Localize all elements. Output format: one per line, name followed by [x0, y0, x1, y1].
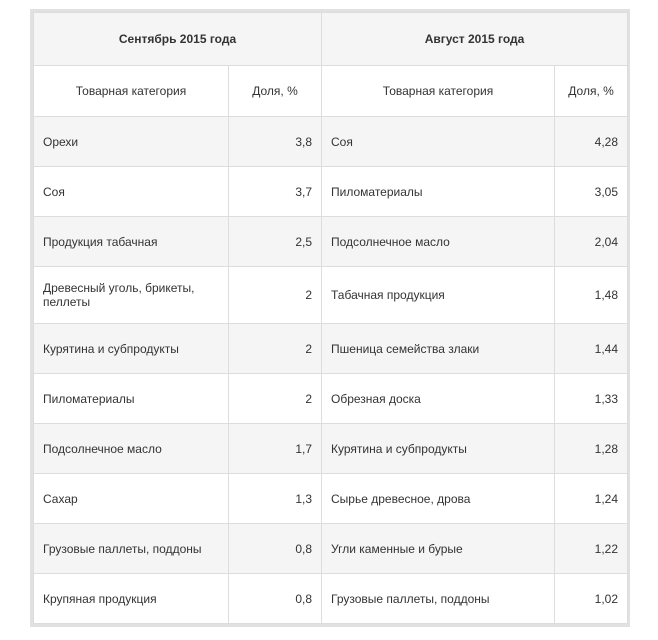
period-header-september: Сентябрь 2015 года: [34, 13, 322, 66]
left-share-cell: 2,5: [229, 217, 322, 267]
comparison-table: [33, 12, 628, 624]
right-share-cell: 2,04: [555, 217, 628, 267]
column-header-category-right: Товарная категория: [322, 66, 555, 117]
period-header-august: Август 2015 года: [322, 13, 628, 66]
column-header-share-left: Доля, %: [229, 66, 322, 117]
left-share-cell: 1,3: [229, 474, 322, 524]
right-share-cell: 3,05: [555, 167, 628, 217]
table-row: [34, 324, 628, 374]
right-category-cell: Угли каменные и бурые: [322, 524, 555, 574]
left-category-cell: Курятина и субпродукты: [34, 324, 229, 374]
left-share-cell: 2: [229, 267, 322, 324]
right-category-cell: Сырье древесное, дрова: [322, 474, 555, 524]
period-header-row: [34, 13, 628, 66]
left-category-cell: Сахар: [34, 474, 229, 524]
left-category-cell: Орехи: [34, 117, 229, 167]
left-category-cell: Древесный уголь, брикеты, пеллеты: [34, 267, 229, 324]
right-category-cell: Пиломатериалы: [322, 167, 555, 217]
left-category-cell: Грузовые паллеты, поддоны: [34, 524, 229, 574]
table-row: [34, 424, 628, 474]
table-row: [34, 167, 628, 217]
left-share-cell: 3,8: [229, 117, 322, 167]
right-category-cell: Пшеница семейства злаки: [322, 324, 555, 374]
table-row: [34, 117, 628, 167]
right-share-cell: 1,02: [555, 574, 628, 624]
right-category-cell: Курятина и субпродукты: [322, 424, 555, 474]
left-share-cell: 2: [229, 324, 322, 374]
right-share-cell: 1,44: [555, 324, 628, 374]
right-category-cell: Соя: [322, 117, 555, 167]
right-share-cell: 4,28: [555, 117, 628, 167]
left-category-cell: Крупяная продукция: [34, 574, 229, 624]
column-header-category-left: Товарная категория: [34, 66, 229, 117]
right-share-cell: 1,48: [555, 267, 628, 324]
left-category-cell: Подсолнечное масло: [34, 424, 229, 474]
right-category-cell: Грузовые паллеты, поддоны: [322, 574, 555, 624]
comparison-table-container: [30, 9, 630, 627]
right-category-cell: Подсолнечное масло: [322, 217, 555, 267]
table-row: [34, 267, 628, 324]
right-share-cell: 1,28: [555, 424, 628, 474]
left-category-cell: Продукция табачная: [34, 217, 229, 267]
table-row: [34, 374, 628, 424]
right-category-cell: Обрезная доска: [322, 374, 555, 424]
column-header-share-right: Доля, %: [555, 66, 628, 117]
left-share-cell: 3,7: [229, 167, 322, 217]
left-share-cell: 0,8: [229, 524, 322, 574]
left-share-cell: 2: [229, 374, 322, 424]
right-share-cell: 1,22: [555, 524, 628, 574]
column-header-row: [34, 66, 628, 117]
table-row: [34, 524, 628, 574]
left-category-cell: Пиломатериалы: [34, 374, 229, 424]
right-category-cell: Табачная продукция: [322, 267, 555, 324]
right-share-cell: 1,24: [555, 474, 628, 524]
table-row: [34, 474, 628, 524]
right-share-cell: 1,33: [555, 374, 628, 424]
table-row: [34, 574, 628, 624]
left-share-cell: 1,7: [229, 424, 322, 474]
table-row: [34, 217, 628, 267]
left-category-cell: Соя: [34, 167, 229, 217]
left-share-cell: 0,8: [229, 574, 322, 624]
